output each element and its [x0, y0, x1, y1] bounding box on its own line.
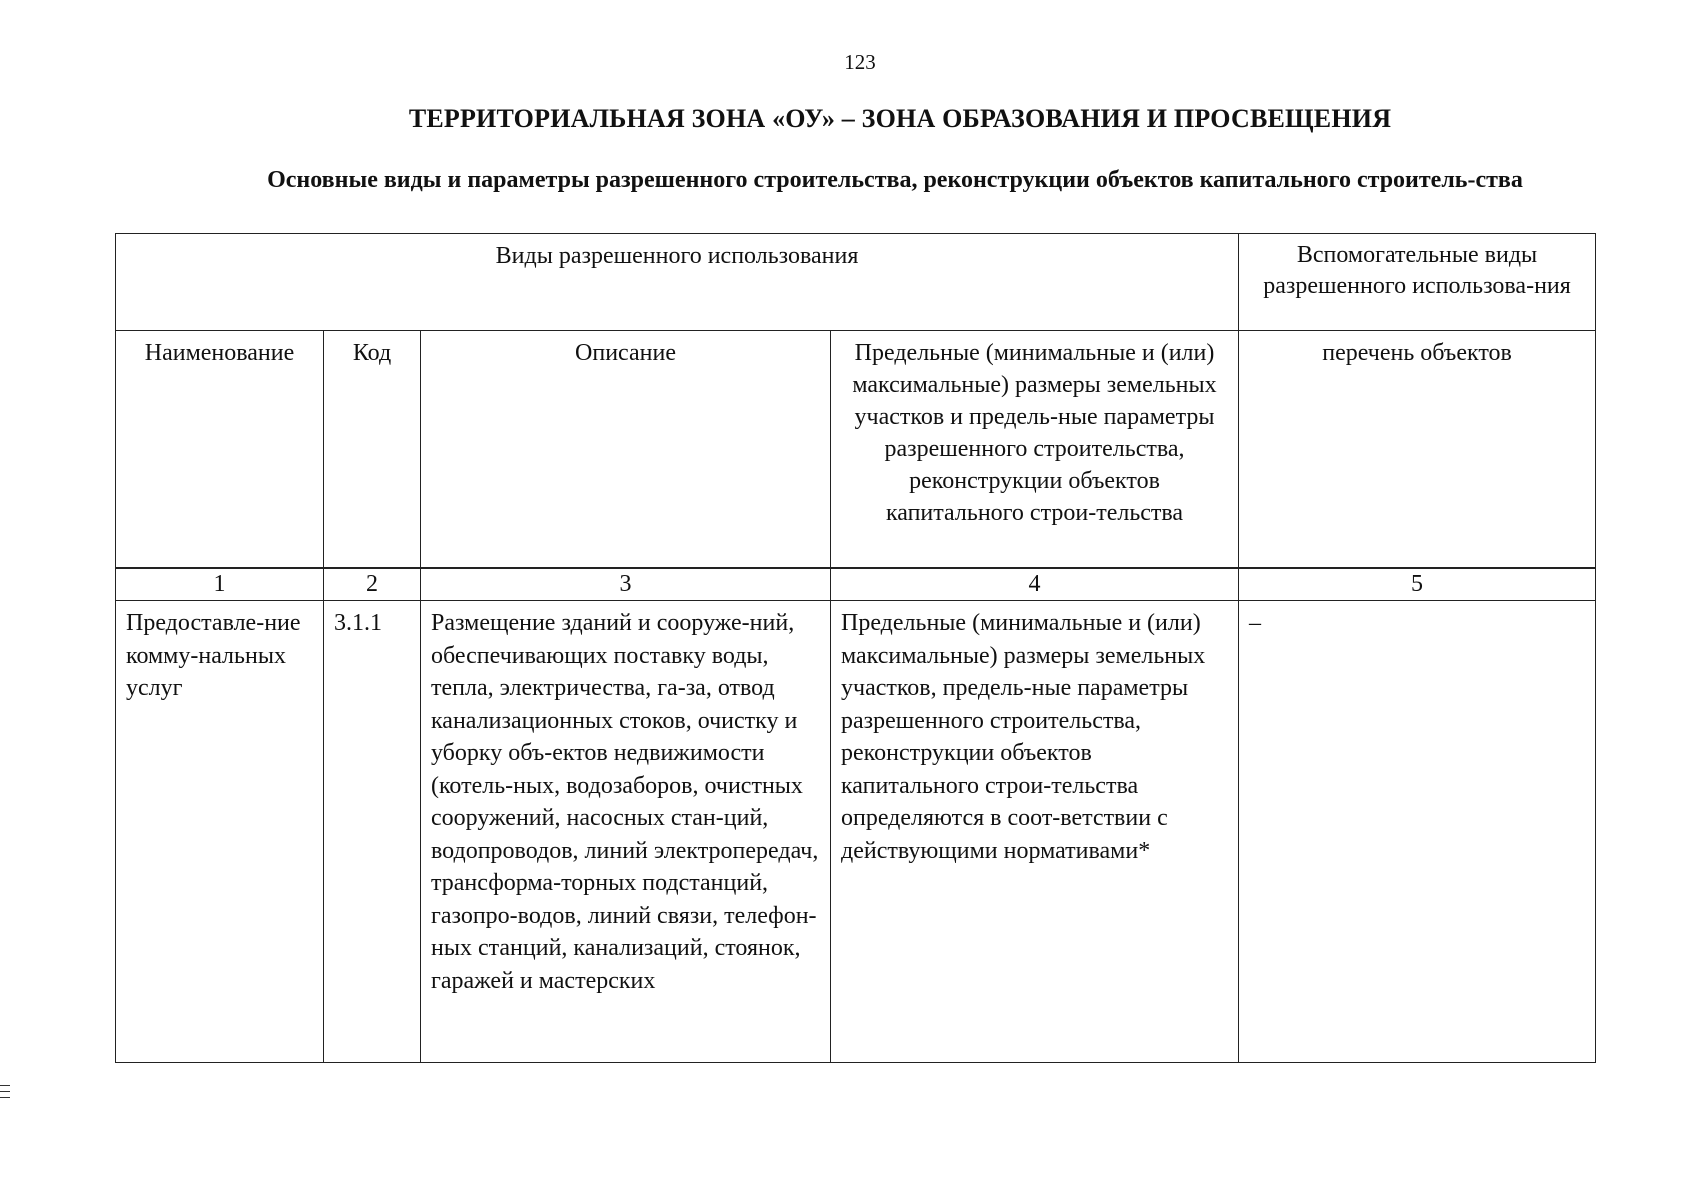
row-description: Размещение зданий и сооруже-ний, обеспечивающих поставку воды, тепла, электричества, га-за, отвод канализационных стоков, очистку и уборку объ-ектов недвижимости (котель-ных, водозаборов, очистных сооружений, насосных стан-ций, водопроводов, линий электропередач, трансформа-торных подстанций, газопро-водов, линий связи, телефон-ных станций, канализаций, стоянок, гаражей и мастерских	[421, 601, 831, 1063]
zone-title: ТЕРРИТОРИАЛЬНАЯ ЗОНА «ОУ» – ЗОНА ОБРАЗОВАНИЯ И ПРОСВЕЩЕНИЯ	[408, 104, 1392, 133]
col-number: 4	[831, 568, 1239, 601]
row-name: Предоставле-ние комму-нальных услуг	[116, 601, 324, 1063]
column-header-row	[116, 331, 1596, 569]
col-header-description: Описание	[421, 331, 831, 569]
row-code: 3.1.1	[324, 601, 421, 1063]
page-number: 123	[844, 50, 876, 74]
col-number: 3	[421, 568, 831, 601]
scan-edge-marks	[0, 1085, 10, 1103]
col-number: 5	[1239, 568, 1596, 601]
col-header-name: Наименование	[116, 331, 324, 569]
col-header-limits: Предельные (минимальные и (или) максимальные) размеры земельных участков и предель-ные параметры разрешенного строительства, реконструкции объектов капитального строи-тельства	[831, 331, 1239, 569]
col-number: 2	[324, 568, 421, 601]
col-header-aux-list: перечень объектов	[1239, 331, 1596, 569]
column-number-row	[116, 568, 1596, 601]
group-header-aux: Вспомогательные виды разрешенного использова-ния	[1239, 234, 1596, 331]
row-aux: –	[1239, 601, 1596, 1063]
row-limits: Предельные (минимальные и (или) максимальные) размеры земельных участков, предель-ные параметры разрешенного строительства, реконструкции объектов капитального строи-тельства определяются в соот-ветствии с действующими нормативами*	[831, 601, 1239, 1063]
table-row	[116, 601, 1596, 1063]
group-header-row	[116, 234, 1596, 331]
col-number: 1	[116, 568, 324, 601]
group-header-main: Виды разрешенного использования	[116, 234, 1239, 331]
table-subtitle: Основные виды и параметры разрешенного строительства, реконструкции объектов капитального строитель-ства	[267, 167, 1523, 193]
permitted-use-table	[115, 233, 1596, 1063]
col-header-code: Код	[324, 331, 421, 569]
